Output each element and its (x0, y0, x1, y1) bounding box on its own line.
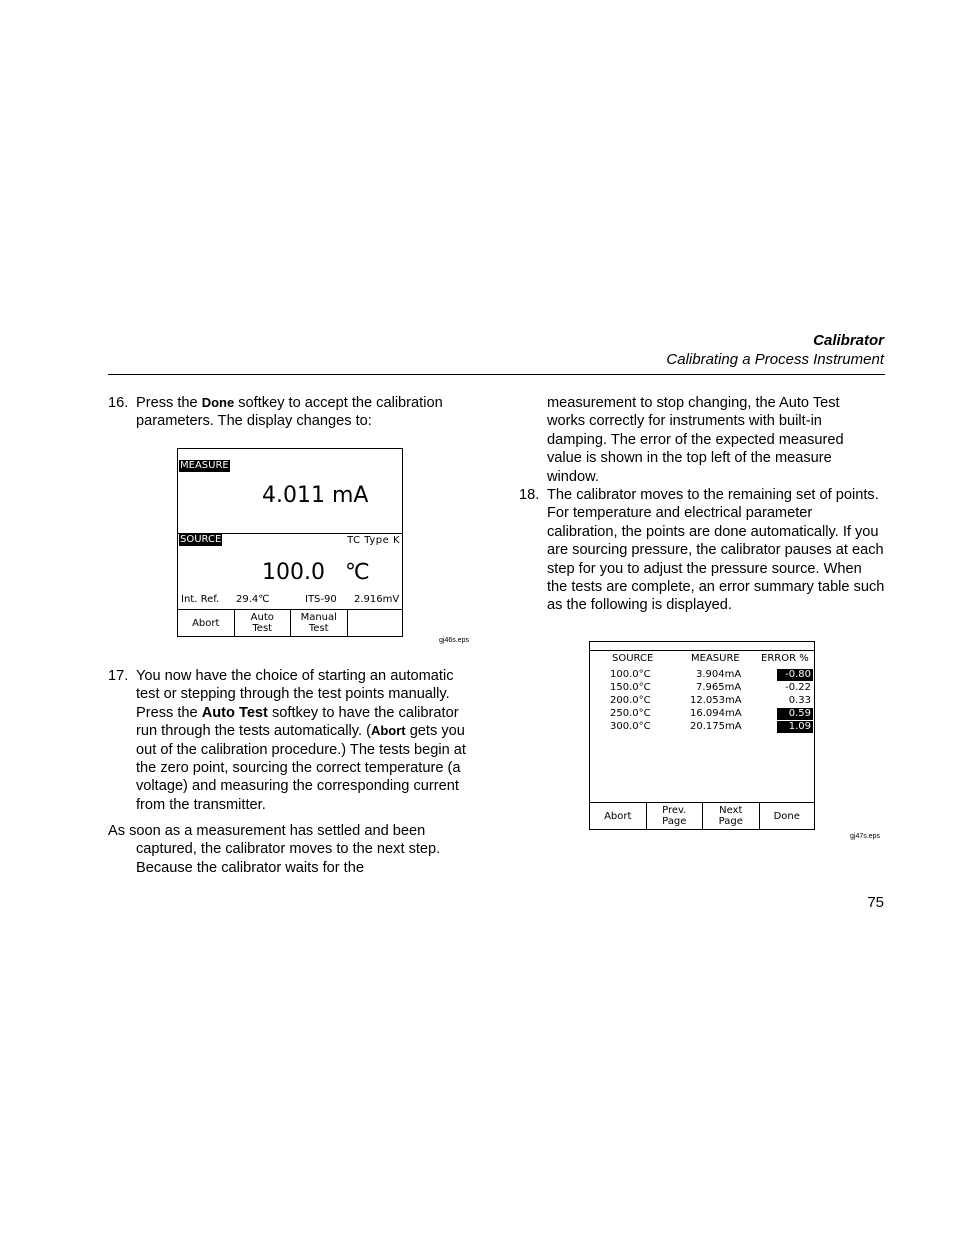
column-header-error: ERROR % (761, 653, 809, 664)
softkey-abort[interactable] (178, 610, 235, 636)
softkey-manual-test[interactable] (291, 610, 348, 636)
step-16 (108, 394, 473, 431)
step-17 (108, 667, 474, 814)
softkey-label: Manual Test (300, 612, 337, 634)
row-source: 150.0°C (610, 682, 651, 693)
row-measure: 3.904mA (696, 669, 742, 680)
softkey-label: Auto Test (250, 612, 274, 634)
column-header-source: SOURCE (612, 653, 654, 664)
calibrator-display-error-summary (589, 641, 815, 830)
softkey-abort-ref: Abort (370, 723, 406, 739)
step-text: The calibrator moves to the remaining set of points. For temperature and electrical parameter calibration, the points are done automatically. If you are sourcing pressure, the calibrator pauses at each step for you to adjust the pressure source. When the tests are complete, an error summary table such as the following is displayed. (547, 487, 885, 614)
step-text-part: softkey to accept the calibration parameters. The display changes to: (136, 395, 443, 430)
source-unit: ℃ (345, 560, 370, 585)
softkey-done-ref: Done (201, 395, 235, 410)
measure-label: MEASURE (180, 460, 229, 471)
softkey-bar (590, 802, 814, 829)
int-ref-label: Int. Ref. (181, 594, 220, 605)
running-header-title: Calibrator (813, 332, 884, 349)
figure-caption: gj46s.eps (439, 637, 469, 644)
right-column-continuation (547, 394, 877, 486)
continuation-paragraph (108, 822, 474, 877)
row-error: 0.33 (788, 695, 811, 706)
row-measure: 7.965mA (696, 682, 742, 693)
source-label: SOURCE (180, 534, 222, 545)
softkey-label: Done (773, 810, 800, 822)
softkey-label: Abort (192, 617, 220, 629)
step-text-part: gets you out of the calibration procedure.) The tests begin at the zero point, sourcing the correct temperature (a voltage) and measuring the corresponding current from the transmitter. (136, 723, 466, 813)
calibrator-display-measure-source (177, 448, 403, 637)
row-error: -0.22 (785, 682, 811, 693)
softkey-auto-test[interactable] (235, 610, 292, 636)
figure-caption: gj47s.eps (850, 833, 880, 840)
tc-type: TC Type K (347, 535, 400, 546)
paragraph-text: As soon as a measurement has settled and been captured, the calibrator moves to the next step. Because the calibrator waits for the (108, 823, 441, 876)
step-text-part: Press the (136, 395, 202, 411)
softkey-abort[interactable] (590, 803, 647, 829)
running-header-subtitle: Calibrating a Process Instrument (666, 351, 884, 368)
softkey-done[interactable] (760, 803, 815, 829)
int-ref-value: 29.4℃ (236, 594, 270, 605)
millivolt-value: 2.916mV (354, 594, 400, 605)
row-error-highlighted: 1.09 (777, 721, 813, 733)
step-18 (519, 486, 885, 615)
step-text-part: You now have the choice of starting an automatic test or stepping through the test points manually. Press the (136, 668, 454, 721)
row-measure: 20.175mA (690, 721, 742, 732)
source-value: 100.0 (262, 560, 325, 585)
step-text (108, 667, 474, 814)
column-header-measure: MEASURE (691, 653, 740, 664)
row-measure: 12.053mA (690, 695, 742, 706)
header-rule (108, 374, 885, 375)
row-measure: 16.094mA (690, 708, 742, 719)
step-number: 17. (108, 668, 129, 684)
step-text-part: softkey to have the calibrator run through the tests automatically. ( (136, 704, 459, 740)
softkey-blank[interactable] (348, 610, 403, 636)
its-scale: ITS-90 (305, 594, 337, 605)
row-error-highlighted: 0.59 (777, 708, 813, 720)
softkey-label: Abort (604, 810, 632, 822)
step-number: 16. (108, 395, 129, 411)
step-number: 18. (519, 487, 540, 503)
paragraph-text: measurement to stop changing, the Auto Test works correctly for instruments with built-in damping. The error of the expected measured value is shown in the top left of the measure window. (547, 395, 844, 485)
softkey-label: Prev. Page (662, 805, 687, 827)
row-error-highlighted: -0.80 (777, 669, 813, 681)
softkey-next-page[interactable] (703, 803, 760, 829)
measure-value: 4.011 mA (262, 483, 369, 508)
page-number: 75 (867, 894, 884, 911)
row-source: 200.0°C (610, 695, 651, 706)
row-source: 300.0°C (610, 721, 651, 732)
softkey-label: Next Page (718, 805, 743, 827)
row-source: 250.0°C (610, 708, 651, 719)
softkey-prev-page[interactable] (647, 803, 704, 829)
row-source: 100.0°C (610, 669, 651, 680)
step-text (108, 394, 473, 431)
display-top-band (590, 642, 814, 651)
softkey-auto-test-ref: Auto Test (201, 704, 268, 721)
softkey-bar (178, 609, 402, 636)
